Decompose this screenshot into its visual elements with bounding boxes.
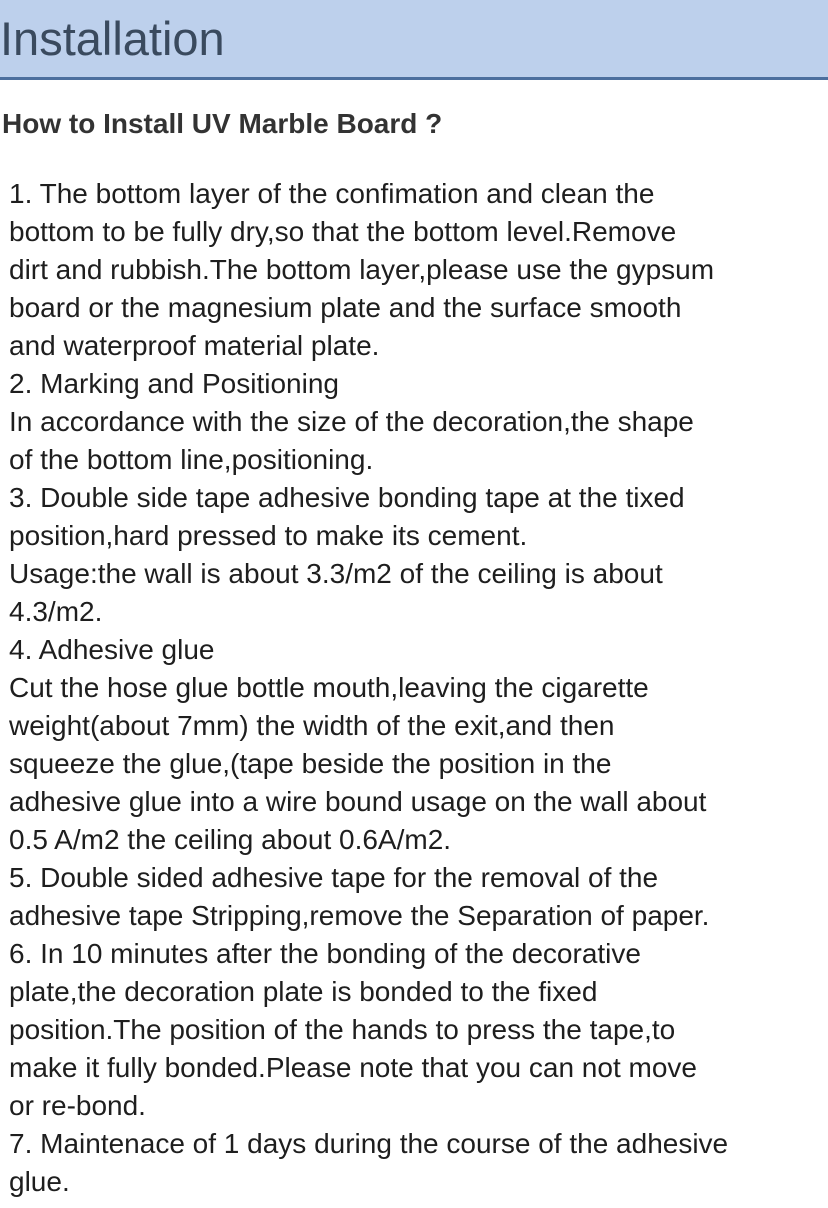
instruction-line: 1. The bottom layer of the confimation and clean the bbox=[9, 178, 655, 209]
instructions-body bbox=[9, 175, 821, 1201]
instruction-line: 0.5 A/m2 the ceiling about 0.6A/m2. bbox=[9, 824, 452, 855]
instruction-line: 6. In 10 minutes after the bonding of the decorative bbox=[9, 938, 641, 969]
instruction-line: In accordance with the size of the decoration,the shape bbox=[9, 406, 694, 437]
section-heading: How to Install UV Marble Board ? bbox=[2, 108, 443, 139]
instruction-line: 7. Maintenace of 1 days during the course of the adhesive bbox=[9, 1128, 729, 1159]
instruction-line: bottom to be fully dry,so that the bottom level.Remove bbox=[9, 216, 677, 247]
instruction-line: Cut the hose glue bottle mouth,leaving the cigarette bbox=[9, 672, 649, 703]
header-bar bbox=[0, 0, 828, 80]
page-title: Installation bbox=[0, 12, 225, 65]
instruction-line: squeeze the glue,(tape beside the position in the bbox=[9, 748, 612, 779]
instruction-line: position.The position of the hands to press the tape,to bbox=[9, 1014, 676, 1045]
instruction-line: glue. bbox=[9, 1166, 70, 1197]
instruction-line: 3. Double side tape adhesive bonding tape at the tixed bbox=[9, 482, 685, 513]
instruction-line: 5. Double sided adhesive tape for the removal of the bbox=[9, 862, 659, 893]
instruction-line: adhesive tape Stripping,remove the Separation of paper. bbox=[9, 900, 710, 931]
instruction-line: Usage:the wall is about 3.3/m2 of the ceiling is about bbox=[9, 558, 663, 589]
instruction-line: plate,the decoration plate is bonded to the fixed bbox=[9, 976, 598, 1007]
instruction-line: or re-bond. bbox=[9, 1090, 146, 1121]
instruction-line: adhesive glue into a wire bound usage on the wall about bbox=[9, 786, 707, 817]
instruction-line: make it fully bonded.Please note that you can not move bbox=[9, 1052, 697, 1083]
instruction-line: of the bottom line,positioning. bbox=[9, 444, 374, 475]
instruction-line: dirt and rubbish.The bottom layer,please use the gypsum bbox=[9, 254, 715, 285]
instruction-line: and waterproof material plate. bbox=[9, 330, 380, 361]
instruction-line: weight(about 7mm) the width of the exit,and then bbox=[9, 710, 615, 741]
instruction-line: position,hard pressed to make its cement. bbox=[9, 520, 528, 551]
instruction-line: board or the magnesium plate and the surface smooth bbox=[9, 292, 682, 323]
instruction-line: 2. Marking and Positioning bbox=[9, 368, 339, 399]
instruction-line: 4. Adhesive glue bbox=[9, 634, 215, 665]
instruction-line: 4.3/m2. bbox=[9, 596, 103, 627]
